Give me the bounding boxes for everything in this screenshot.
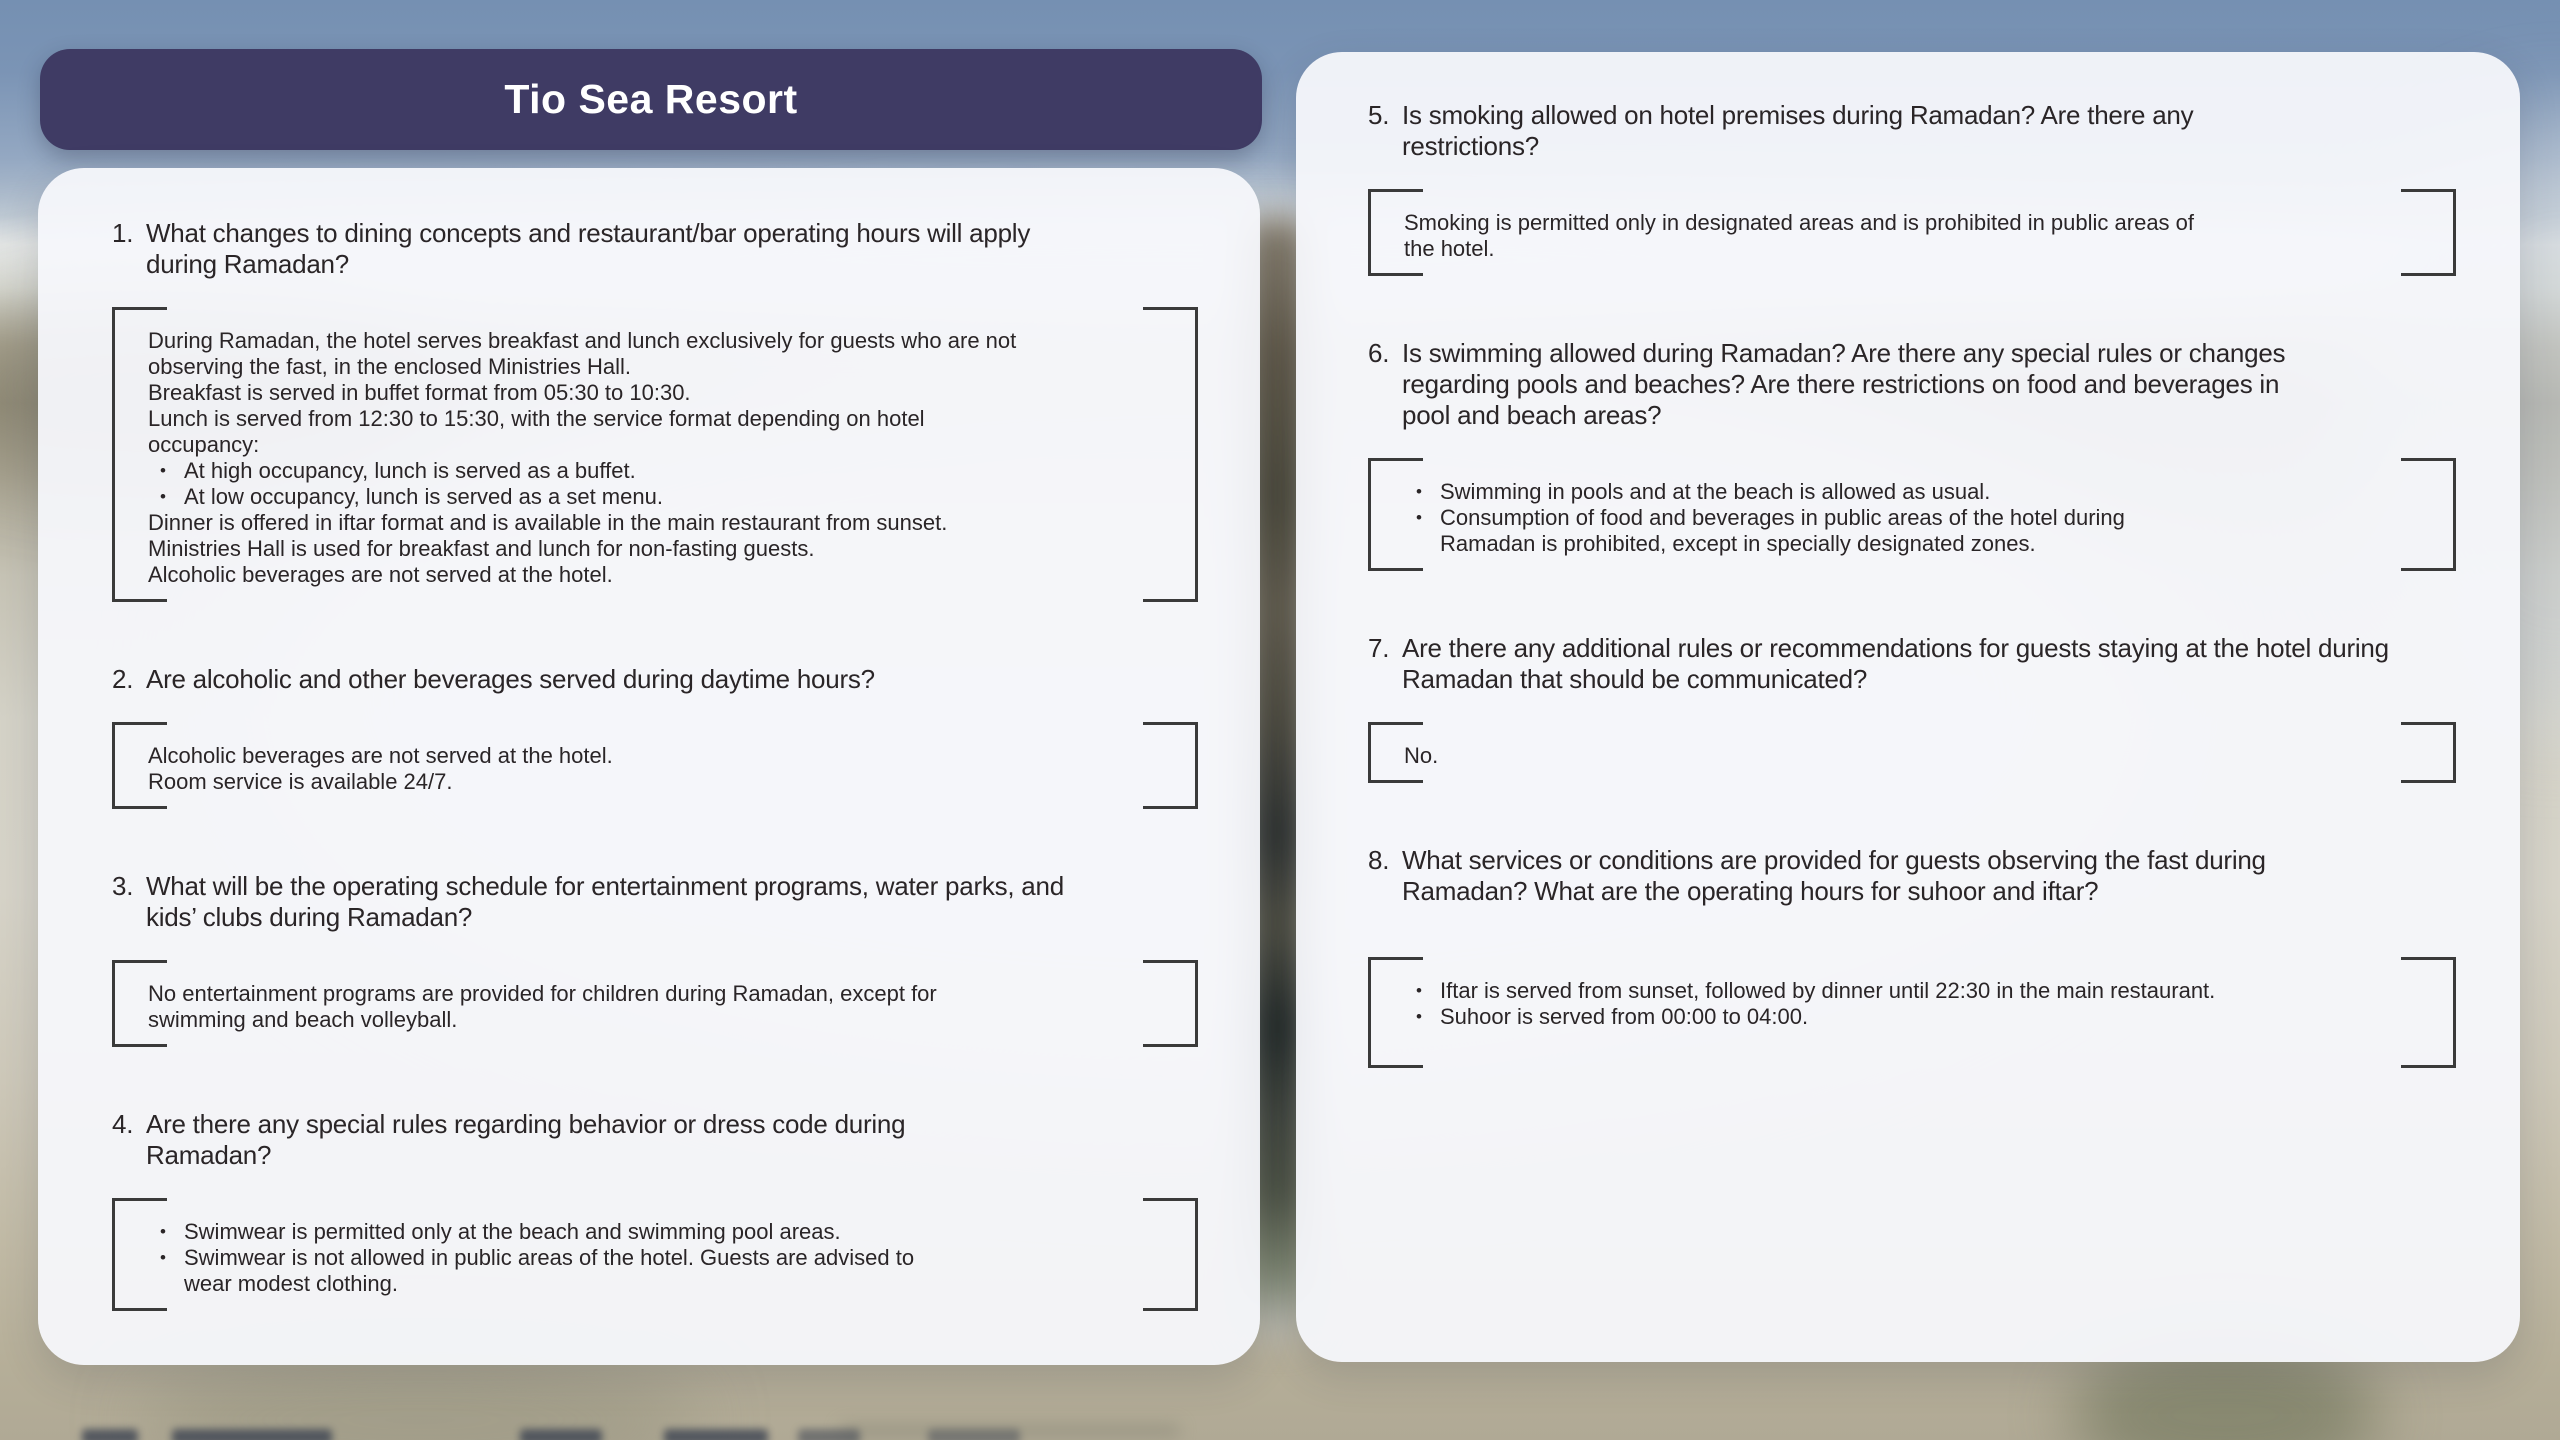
question (1368, 338, 2456, 431)
question (1368, 845, 2456, 907)
question (1368, 633, 2456, 695)
question-text: Are there any special rules regarding behavior or dress code during Ramadan? (146, 1109, 906, 1170)
qa-item-4 (112, 1109, 1198, 1311)
bullet-icon: • (160, 1222, 166, 1241)
answer-box (1368, 189, 2456, 276)
answer-bullet (148, 484, 1040, 510)
question-number: 6. (1368, 338, 1390, 368)
answer-line: During Ramadan, the hotel serves breakfast and lunch exclusively for guests who are not observing the fast, in the enclosed Ministries Hall. (148, 328, 1017, 379)
qa-item-2 (112, 664, 1198, 809)
answer-bullet (148, 1219, 960, 1245)
bg-blur-artifact (798, 1429, 860, 1440)
bg-blur-artifact (520, 1429, 602, 1440)
bullet-text: At low occupancy, lunch is served as a set menu. (184, 484, 663, 509)
answer-line: Ministries Hall is used for breakfast and lunch for non-fasting guests. (148, 536, 815, 561)
question-text: What will be the operating schedule for entertainment programs, water parks, and kids’ clubs during Ramadan? (146, 871, 1064, 932)
bullet-text: Swimwear is not allowed in public areas of the hotel. Guests are advised to wear modest clothing. (184, 1245, 915, 1296)
qa-item-7 (1368, 633, 2456, 783)
page-title: Tio Sea Resort (504, 76, 798, 122)
answer-box (112, 722, 1198, 809)
bullet-text: Swimming in pools and at the beach is allowed as usual. (1440, 479, 1991, 504)
bg-blur-sand-smudge (140, 1355, 700, 1440)
answer-box (112, 1198, 1198, 1311)
question-text: What services or conditions are provided for guests observing the fast during Ramadan? What are the operating hours for suhoor and iftar? (1402, 845, 2266, 906)
answer-line: Alcoholic beverages are not served at the hotel. (148, 562, 613, 587)
question (1368, 100, 2456, 162)
title-bar (40, 49, 1262, 150)
answer-line: No. (1404, 743, 1439, 768)
bullet-icon: • (1416, 1007, 1422, 1026)
bullet-icon: • (160, 1248, 166, 1267)
question-number: 8. (1368, 845, 1390, 875)
question (112, 664, 1198, 695)
question-text: Are there any additional rules or recommendations for guests staying at the hotel during Ramadan that should be communicated? (1402, 633, 2389, 694)
bullet-icon: • (160, 461, 166, 480)
qa-item-3 (112, 871, 1198, 1047)
answer-box (1368, 722, 2456, 783)
question-number: 1. (112, 218, 134, 248)
answer-box (1368, 957, 2456, 1068)
answer-line: Smoking is permitted only in designated areas and is prohibited in public areas of the hotel. (1404, 210, 2195, 261)
bullet-text: At high occupancy, lunch is served as a buffet. (184, 458, 636, 483)
answer-bullet (148, 458, 1040, 484)
bullet-icon: • (1416, 482, 1422, 501)
bg-blur-artifact (664, 1429, 768, 1440)
bullet-icon: • (1416, 981, 1422, 1000)
question-text: Is smoking allowed on hotel premises during Ramadan? Are there any restrictions? (1402, 100, 2194, 161)
left-panel (38, 168, 1260, 1365)
qa-item-5 (1368, 100, 2456, 276)
question-number: 2. (112, 664, 134, 694)
question-text: Is swimming allowed during Ramadan? Are there any special rules or changes regarding pools and beaches? Are there restrictions on food and beverages in pool and beach areas? (1402, 338, 2286, 430)
answer-line: Alcoholic beverages are not served at the hotel. (148, 743, 613, 768)
answer-line: Lunch is served from 12:30 to 15:30, with the service format depending on hotel occupancy: (148, 406, 925, 457)
bullet-icon: • (160, 487, 166, 506)
answer-bullet (1404, 978, 2336, 1004)
question (112, 871, 1198, 933)
bullet-text: Suhoor is served from 00:00 to 04:00. (1440, 1004, 1809, 1029)
right-panel (1296, 52, 2520, 1362)
answer-line: Room service is available 24/7. (148, 769, 453, 794)
question (112, 1109, 1198, 1171)
bg-blur-artifact (928, 1429, 1020, 1440)
answer-box (112, 960, 1198, 1047)
question-number: 3. (112, 871, 134, 901)
question-text: What changes to dining concepts and restaurant/bar operating hours will apply during Ramadan? (146, 218, 1031, 279)
qa-item-6 (1368, 338, 2456, 571)
answer-box (112, 307, 1198, 602)
answer-bullet (1404, 505, 2216, 557)
bullet-text: Swimwear is permitted only at the beach and swimming pool areas. (184, 1219, 841, 1244)
answer-bullet (1404, 1004, 2336, 1030)
answer-bullet (1404, 479, 2216, 505)
answer-line: No entertainment programs are provided for children during Ramadan, except for swimming and beach volleyball. (148, 981, 937, 1032)
question-number: 4. (112, 1109, 134, 1139)
answer-box (1368, 458, 2456, 571)
answer-bullet (148, 1245, 960, 1297)
answer-line: Dinner is offered in iftar format and is available in the main restaurant from sunset. (148, 510, 948, 535)
bullet-text: Iftar is served from sunset, followed by dinner until 22:30 in the main restaurant. (1440, 978, 2216, 1003)
bullet-text: Consumption of food and beverages in public areas of the hotel during Ramadan is prohibited, except in specially designated zones. (1440, 505, 2125, 556)
question-text: Are alcoholic and other beverages served during daytime hours? (146, 664, 875, 694)
question (112, 218, 1198, 280)
bg-blur-artifact (82, 1429, 138, 1440)
question-number: 7. (1368, 633, 1390, 663)
answer-line: Breakfast is served in buffet format from 05:30 to 10:30. (148, 380, 691, 405)
question-number: 5. (1368, 100, 1390, 130)
bg-blur-artifact (172, 1429, 332, 1440)
qa-item-8 (1368, 845, 2456, 1068)
bullet-icon: • (1416, 508, 1422, 527)
qa-item-1 (112, 218, 1198, 602)
